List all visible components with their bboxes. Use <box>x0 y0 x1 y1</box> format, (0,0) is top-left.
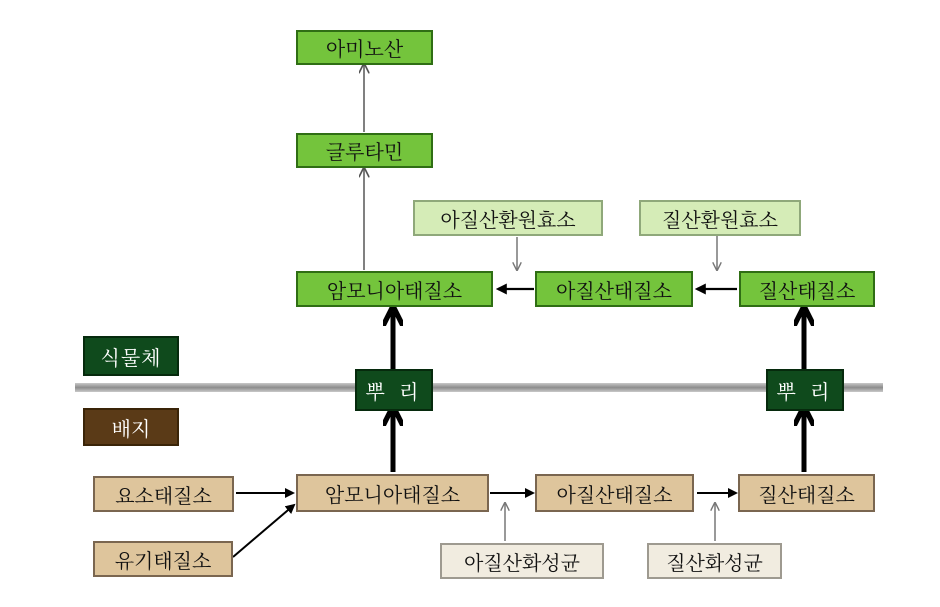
root-left-box <box>355 369 433 411</box>
root-right-box <box>766 369 844 411</box>
organic-nitrogen-label: 유기태질소 <box>114 548 212 573</box>
nitrite-reductase-box <box>413 200 603 236</box>
organic-nitrogen-box <box>93 541 233 577</box>
plant-nitrate-label: 질산태질소 <box>758 278 856 303</box>
urea-nitrogen-label: 요소태질소 <box>115 483 212 508</box>
nitrate-bacteria-box <box>647 543 782 579</box>
plant-ammonium-box <box>296 271 493 307</box>
soil-nitrate-box <box>738 474 875 512</box>
nitrite-bacteria-box <box>440 543 604 579</box>
nitrite-reductase-label: 아질산환원효소 <box>440 207 576 232</box>
glutamine-box <box>296 133 433 168</box>
nitrate-bacteria-label: 질산화성균 <box>666 550 763 575</box>
plant-region-label <box>83 336 179 376</box>
amino-acid-label: 아미노산 <box>325 37 404 61</box>
root-right-label: 뿌 리 <box>776 379 834 404</box>
plant-region-text: 식물체 <box>100 345 162 370</box>
arrow-organic-to-ammonium <box>233 505 294 557</box>
plant-ammonium-label: 암모니아태질소 <box>326 278 463 303</box>
soil-ammonium-box <box>296 474 489 512</box>
soil-nitrate-label: 질산태질소 <box>758 482 855 507</box>
soil-region-text: 배지 <box>111 416 151 441</box>
root-left-label: 뿌 리 <box>365 379 423 404</box>
soil-ammonium-label: 암모니아태질소 <box>324 482 461 507</box>
urea-nitrogen-box <box>93 476 234 512</box>
soil-nitrite-box <box>535 474 694 512</box>
nitrite-bacteria-label: 아질산화성균 <box>464 550 580 575</box>
soil-nitrite-label: 아질산태질소 <box>556 482 673 507</box>
plant-nitrite-box <box>535 271 693 307</box>
amino-acid-box <box>296 30 433 65</box>
glutamine-label: 글루타민 <box>325 140 404 164</box>
nitrate-reductase-box <box>639 200 801 236</box>
nitrate-reductase-label: 질산환원효소 <box>662 207 778 232</box>
soil-region-label <box>83 408 179 446</box>
plant-nitrate-box <box>739 271 875 307</box>
plant-nitrite-label: 아질산태질소 <box>556 278 672 303</box>
